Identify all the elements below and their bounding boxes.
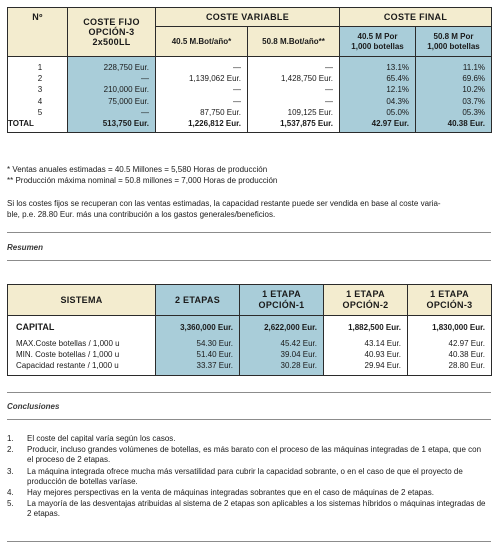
final-b-value: 03.7% — [462, 96, 486, 106]
conclusiones-heading: Conclusiones — [7, 402, 60, 411]
table1-body — [8, 57, 492, 133]
header-opcion-2-line2: OPCIÓN-2 — [342, 300, 389, 310]
conclusion-text: Producir, incluso grandes volúmenes de botellas, es más barato con el proceso de las máquinas integradas de 1 etapa, que con el proceso de 2 etapas. — [27, 445, 482, 465]
row-number: 5 — [37, 107, 43, 117]
resumen-heading: Resumen — [7, 243, 44, 252]
header-fixed-cost — [68, 8, 156, 57]
variable-b-value: 109,125 Eur. — [287, 107, 334, 117]
cell-value: 33.37 Eur. — [196, 361, 233, 371]
conclusion-item — [7, 445, 489, 465]
header-fixed-line1: COSTE FIJO — [83, 17, 140, 27]
final-b-value: 05.3% — [462, 107, 486, 117]
cell-value: 45.42 Eur. — [280, 339, 317, 348]
explanation-line-1: Si los costes fijos se recuperan con las ventas estimadas, la capacidad restante puede ser vendida en base al coste varia- — [7, 199, 441, 208]
row-number: 1 — [37, 63, 43, 72]
row-number: 3 — [37, 85, 43, 95]
fixed-value: 210,000 Eur. — [103, 85, 149, 95]
header-variable-b: 50.8 M.Bot/año** — [248, 27, 340, 57]
col-final-b — [416, 57, 492, 133]
cell-value: 29.94 Eur. — [364, 361, 401, 371]
final-a-value: 65.4% — [386, 74, 410, 84]
capital-label: CAPITAL — [16, 322, 55, 332]
row-number: 4 — [37, 96, 43, 106]
conclusion-item — [7, 488, 489, 498]
header-final-a-line1: 40.5 M Por — [357, 31, 398, 41]
divider — [7, 232, 491, 233]
variable-a-value: — — [233, 96, 241, 106]
header-opcion-3 — [408, 285, 492, 316]
final-b-total: 40.38 Eur. — [447, 119, 486, 129]
row-label: Capacidad restante / 1,000 u — [16, 361, 119, 371]
header-fixed-line2: OPCIÓN-3 — [88, 27, 135, 37]
conclusion-number: 5. — [7, 499, 14, 509]
capital-value: 1,830,000 Eur. — [432, 323, 485, 332]
variable-b-value: — — [325, 85, 334, 95]
row-number: 2 — [37, 74, 43, 84]
conclusions-list — [7, 434, 489, 521]
header-variable-a: 40.5 M.Bot/año* — [156, 27, 248, 57]
conclusion-item — [7, 467, 489, 487]
col-opcion-2 — [324, 316, 408, 376]
col-variable-a — [156, 57, 248, 133]
cell-value: 28.80 Eur. — [448, 361, 485, 371]
final-b-value: 10.2% — [462, 85, 486, 95]
variable-b-value: — — [325, 96, 334, 106]
row-label: MAX.Coste botellas / 1,000 u — [16, 339, 120, 348]
header-final-b-line1: 50.8 M Por — [433, 31, 474, 41]
header-variable-cost: COSTE VARIABLE — [156, 8, 340, 27]
header-final-cost: COSTE FINAL — [340, 8, 492, 27]
divider — [7, 392, 491, 393]
total-label: TOTAL — [8, 119, 34, 129]
header-opcion-2-line1: 1 ETAPA — [346, 289, 385, 299]
header-final-a — [340, 27, 416, 57]
conclusion-number: 4. — [7, 488, 14, 498]
conclusion-number: 3. — [7, 466, 14, 476]
variable-a-total: 1,226,812 Eur. — [188, 119, 241, 129]
final-a-value: 05.0% — [386, 107, 410, 117]
header-opcion-1 — [240, 285, 324, 316]
header-2-etapas: 2 ETAPAS — [156, 285, 240, 316]
conclusion-text: Hay mejores perspectivas en la venta de máquinas integradas sobrantes que en el caso de máquinas de 2 etapas. — [27, 488, 434, 498]
col-variable-b — [248, 57, 340, 133]
variable-a-value: 1,139,062 Eur. — [188, 74, 241, 84]
header-final-b — [416, 27, 492, 57]
conclusion-text: La máquina integrada ofrece mucha más versatilidad para cubrir la capacidad sobrante, o en el caso de que el proyecto de producción de botellas varíase. — [27, 466, 463, 486]
col-number — [8, 57, 68, 133]
col-final-a — [340, 57, 416, 133]
fixed-value: 75,000 Eur. — [108, 96, 149, 106]
footnotes — [7, 164, 491, 186]
fixed-total: 513,750 Eur. — [102, 119, 149, 129]
variable-b-value: 1,428,750 Eur. — [280, 74, 334, 84]
col-opcion-3 — [408, 316, 492, 376]
final-a-total: 42.97 Eur. — [371, 119, 410, 129]
conclusion-number: 1. — [7, 434, 14, 443]
header-fixed-line3: 2x500LL — [92, 37, 131, 47]
footnote-1: * Ventas anuales estimadas = 40.5 Millones = 5,580 Horas de producción — [7, 165, 268, 174]
table2-body — [8, 316, 492, 376]
explanation-paragraph — [7, 198, 493, 220]
header-opcion-3-line1: 1 ETAPA — [430, 289, 469, 299]
cell-value: 54.30 Eur. — [196, 339, 233, 348]
conclusion-item — [7, 434, 489, 444]
capital-value: 2,622,000 Eur. — [264, 323, 317, 332]
conclusion-item — [7, 499, 489, 519]
header-opcion-2 — [324, 285, 408, 316]
cell-value: 30.28 Eur. — [280, 361, 317, 371]
conclusion-text: La mayoría de las desventajas atribuidas al sistema de 2 etapas son aplicables a los sistemas híbridos o máquinas integradas de 2 etapas. — [27, 499, 486, 519]
summary-table — [7, 284, 492, 376]
variable-a-value: — — [233, 85, 241, 95]
variable-a-value: — — [233, 63, 241, 72]
final-a-value: 04.3% — [386, 96, 410, 106]
col-labels — [8, 316, 156, 376]
divider — [7, 541, 491, 542]
fixed-value: 228,750 Eur. — [103, 63, 149, 72]
final-a-value: 12.1% — [386, 85, 410, 95]
final-a-value: 13.1% — [386, 63, 410, 72]
header-final-a-line2: 1,000 botellas — [351, 41, 404, 51]
col-opcion-1 — [240, 316, 324, 376]
header-opcion-1-line1: 1 ETAPA — [262, 289, 301, 299]
header-opcion-3-line2: OPCIÓN-3 — [426, 300, 473, 310]
col-2-etapas — [156, 316, 240, 376]
cell-value: 43.14 Eur. — [364, 339, 401, 348]
col-fixed — [68, 57, 156, 133]
cell-value: 40.38 Eur. — [448, 350, 485, 360]
footnote-2: ** Producción máxima nominal = 50.8 millones = 7,000 Horas de producción — [7, 176, 278, 185]
variable-a-value: 87,750 Eur. — [200, 107, 241, 117]
cell-value: 42.97 Eur. — [448, 339, 485, 348]
variable-b-value: — — [325, 63, 334, 72]
explanation-line-2: ble, p.e. 28.80 Eur. más una contribución a los gastos generales/beneficios. — [7, 210, 276, 219]
cell-value: 40.93 Eur. — [364, 350, 401, 360]
fixed-value: — — [141, 74, 149, 84]
final-b-value: 11.1% — [462, 63, 486, 72]
header-opcion-1-line2: OPCIÓN-1 — [258, 300, 305, 310]
row-label: MIN. Coste botellas / 1,000 u — [16, 350, 120, 360]
divider — [7, 260, 491, 261]
fixed-value: — — [141, 107, 149, 117]
cell-value: 51.40 Eur. — [196, 350, 233, 360]
header-number: Nº — [8, 8, 68, 57]
capital-value: 3,360,000 Eur. — [180, 323, 233, 332]
divider — [7, 419, 491, 420]
header-sistema: SISTEMA — [8, 285, 156, 316]
capital-value: 1,882,500 Eur. — [348, 323, 401, 332]
final-b-value: 69.6% — [462, 74, 486, 84]
cost-table — [7, 7, 492, 133]
header-final-b-line2: 1,000 botellas — [427, 41, 480, 51]
cell-value: 39.04 Eur. — [280, 350, 317, 360]
conclusion-number: 2. — [7, 445, 14, 455]
conclusion-text: El coste del capital varía según los casos. — [27, 434, 176, 443]
variable-b-total: 1,537,875 Eur. — [280, 119, 334, 129]
